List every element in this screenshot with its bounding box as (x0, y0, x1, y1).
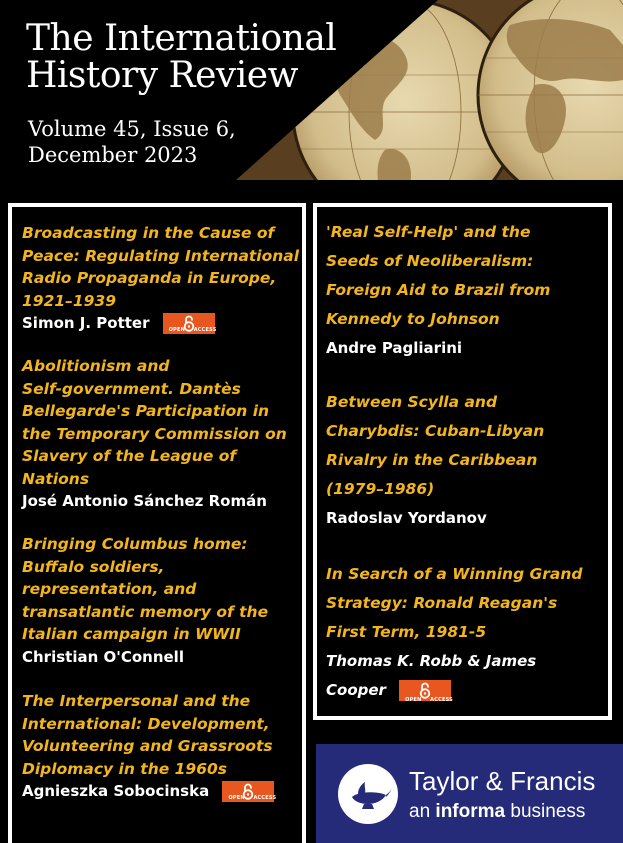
journal-title (26, 20, 336, 94)
article-author: Radoslav Yordanov (326, 509, 487, 527)
article-author: Simon J. Potter OPEN ACCESS (22, 314, 217, 333)
article-author: Christian O'Connell (22, 647, 184, 666)
issue-date: December 2023 (28, 143, 198, 167)
open-access-badge: OPEN ACCESS (222, 781, 274, 802)
article-title[interactable]: Broadcasting in the Cause of Peace: Regulating International Radio Propaganda in Europe, 1921–1939 (22, 224, 300, 310)
publisher-name: Taylor & Francis (409, 766, 596, 796)
volume-issue: Volume 45, Issue 6, (28, 117, 236, 141)
article-7[interactable] (326, 560, 608, 705)
article-5[interactable] (326, 218, 608, 363)
article-title[interactable]: The Interpersonal and the International: Development, Volunteering and Grassroots Diplomacy in the 1960s (22, 692, 273, 778)
article-author: José Antonio Sánchez Román (22, 492, 267, 510)
article-title[interactable]: Abolitionism and Self-government. Dantès Bellegarde's Participation in the Temporary Commission on Slavery of the League of Nations (22, 357, 287, 488)
article-author: Agnieszka Sobocinska OPEN ACCESS (22, 782, 277, 801)
article-6[interactable] (326, 388, 608, 533)
contents-box-right (313, 203, 612, 720)
publisher-logo-block (316, 744, 623, 843)
contents-box-left (8, 203, 306, 843)
oil-lamp-icon (338, 764, 398, 824)
publisher-tagline: an informa business (409, 801, 586, 822)
issue-info (28, 116, 236, 168)
article-author: Andre Pagliarini (326, 339, 463, 357)
open-access-badge: OPEN ACCESS (399, 680, 451, 701)
article-title[interactable]: Between Scylla and Charybdis: Cuban-Libyan Rivalry in the Caribbean (1979–1986) (326, 393, 545, 498)
article-3[interactable] (22, 533, 306, 668)
article-author: Thomas K. Robb & James Cooper OPEN ACCESS (326, 652, 537, 703)
article-title[interactable]: 'Real Self-Help' and the Seeds of Neoliberalism: Foreign Aid to Brazil from Kennedy to Johnson (326, 223, 551, 328)
open-access-badge: OPEN ACCESS (163, 313, 215, 334)
article-title[interactable]: Bringing Columbus home: Buffalo soldiers, representation, and transatlantic memory of the Italian campaign in WWII (22, 535, 269, 643)
article-title[interactable]: In Search of a Winning Grand Strategy: Ronald Reagan's First Term, 1981-5 (326, 565, 583, 641)
article-4[interactable] (22, 690, 306, 802)
article-1[interactable] (22, 222, 306, 334)
article-2[interactable] (22, 355, 306, 512)
journal-title-line2: History Review (26, 55, 298, 96)
right-hemisphere (478, 0, 623, 180)
journal-title-line1: The International (26, 18, 337, 59)
